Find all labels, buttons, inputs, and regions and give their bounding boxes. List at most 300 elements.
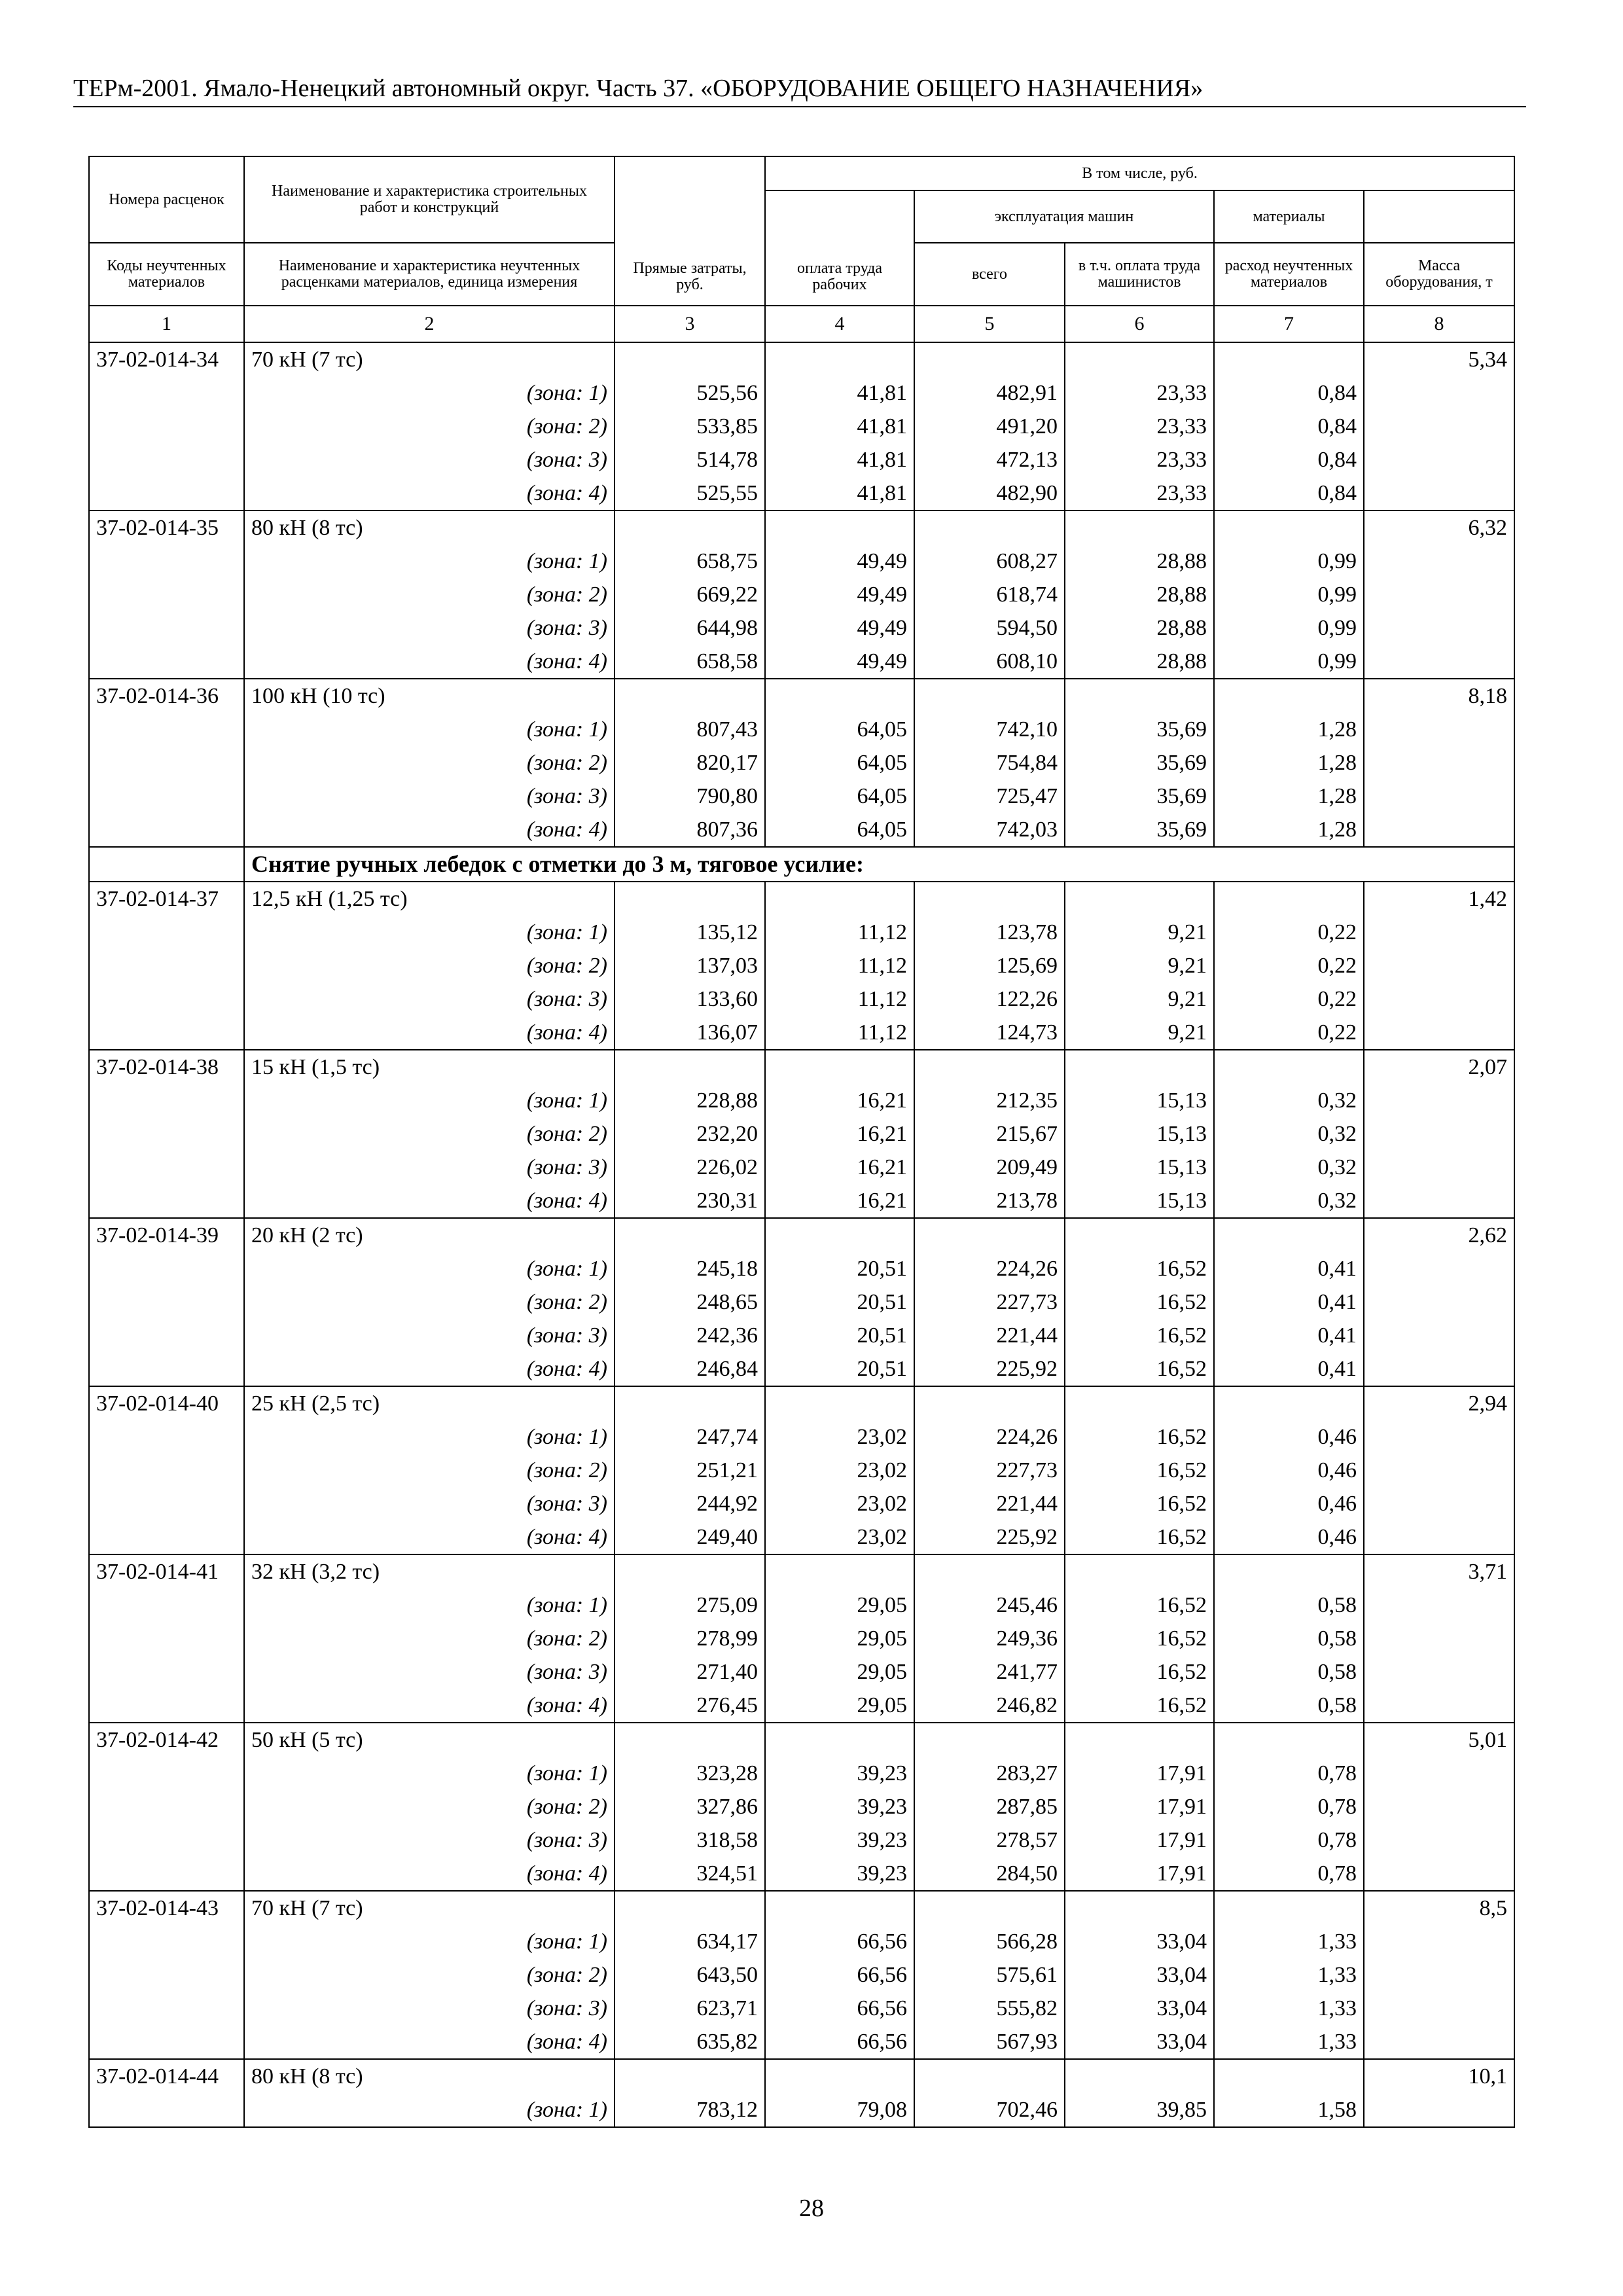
empty-cell bbox=[1065, 1554, 1214, 1588]
header-materials: материалы bbox=[1214, 190, 1364, 243]
zone-label: (зона: 2) bbox=[244, 1622, 615, 1655]
empty-cell bbox=[89, 780, 244, 813]
operators-pay: 15,13 bbox=[1065, 1151, 1214, 1184]
machine-total: 125,69 bbox=[914, 949, 1065, 982]
empty-cell bbox=[89, 1117, 244, 1151]
zone-label: (зона: 3) bbox=[244, 780, 615, 813]
empty-cell bbox=[1214, 1386, 1364, 1420]
operators-pay: 33,04 bbox=[1065, 1925, 1214, 1958]
zone-label: (зона: 4) bbox=[244, 1016, 615, 1050]
zone-label: (зона: 2) bbox=[244, 949, 615, 982]
empty-cell bbox=[765, 2059, 914, 2093]
materials-cost: 0,22 bbox=[1214, 949, 1364, 982]
column-number: 2 bbox=[244, 306, 615, 342]
empty-cell bbox=[1065, 1891, 1214, 1925]
empty-cell bbox=[1214, 511, 1364, 545]
direct-costs: 135,12 bbox=[615, 916, 765, 949]
machine-total: 225,92 bbox=[914, 1520, 1065, 1554]
rate-name: 32 кН (3,2 тс) bbox=[244, 1554, 615, 1588]
table-row bbox=[89, 410, 1514, 443]
table-row bbox=[89, 443, 1514, 476]
table-row bbox=[89, 949, 1514, 982]
labor-pay: 66,56 bbox=[765, 1992, 914, 2025]
operators-pay: 35,69 bbox=[1065, 780, 1214, 813]
materials-cost: 0,58 bbox=[1214, 1689, 1364, 1723]
direct-costs: 271,40 bbox=[615, 1655, 765, 1689]
zone-label: (зона: 3) bbox=[244, 611, 615, 645]
empty-cell bbox=[89, 645, 244, 679]
zone-label: (зона: 3) bbox=[244, 1992, 615, 2025]
table-row bbox=[89, 1218, 1514, 1252]
table-row bbox=[89, 1252, 1514, 1285]
empty-cell bbox=[1364, 1689, 1514, 1723]
rate-code: 37-02-014-41 bbox=[89, 1554, 244, 1588]
empty-cell bbox=[89, 746, 244, 780]
operators-pay: 23,33 bbox=[1065, 443, 1214, 476]
empty-cell bbox=[914, 1386, 1065, 1420]
labor-pay: 41,81 bbox=[765, 443, 914, 476]
table-row bbox=[89, 1420, 1514, 1454]
table-row bbox=[89, 611, 1514, 645]
empty-cell bbox=[1364, 1992, 1514, 2025]
labor-pay: 23,02 bbox=[765, 1454, 914, 1487]
empty-cell bbox=[1214, 342, 1364, 376]
materials-cost: 1,58 bbox=[1214, 2093, 1364, 2127]
rate-code: 37-02-014-34 bbox=[89, 342, 244, 376]
equipment-mass: 2,94 bbox=[1364, 1386, 1514, 1420]
rate-group bbox=[89, 1218, 1514, 1386]
zone-label: (зона: 4) bbox=[244, 2025, 615, 2059]
table-row bbox=[89, 1151, 1514, 1184]
machine-total: 618,74 bbox=[914, 578, 1065, 611]
operators-pay: 17,91 bbox=[1065, 1790, 1214, 1823]
empty-cell bbox=[89, 376, 244, 410]
machine-total: 472,13 bbox=[914, 443, 1065, 476]
labor-pay: 29,05 bbox=[765, 1689, 914, 1723]
rate-code: 37-02-014-39 bbox=[89, 1218, 244, 1252]
empty-cell bbox=[914, 1050, 1065, 1084]
machine-total: 482,91 bbox=[914, 376, 1065, 410]
empty-cell bbox=[615, 511, 765, 545]
materials-cost: 1,33 bbox=[1214, 1992, 1364, 2025]
empty-cell bbox=[89, 1454, 244, 1487]
operators-pay: 16,52 bbox=[1065, 1285, 1214, 1319]
labor-pay: 20,51 bbox=[765, 1319, 914, 1352]
materials-cost: 0,22 bbox=[1214, 982, 1364, 1016]
materials-cost: 0,32 bbox=[1214, 1184, 1364, 1218]
empty-cell bbox=[1364, 1454, 1514, 1487]
materials-cost: 0,46 bbox=[1214, 1487, 1364, 1520]
table-row bbox=[89, 645, 1514, 679]
machine-total: 284,50 bbox=[914, 1857, 1065, 1891]
materials-cost: 1,28 bbox=[1214, 713, 1364, 746]
materials-cost: 0,58 bbox=[1214, 1622, 1364, 1655]
zone-label: (зона: 2) bbox=[244, 1285, 615, 1319]
table-header bbox=[89, 156, 1514, 342]
machine-total: 213,78 bbox=[914, 1184, 1065, 1218]
empty-cell bbox=[765, 342, 914, 376]
direct-costs: 230,31 bbox=[615, 1184, 765, 1218]
rate-group bbox=[89, 1050, 1514, 1218]
equipment-mass: 3,71 bbox=[1364, 1554, 1514, 1588]
empty-cell bbox=[1214, 679, 1364, 713]
empty-cell bbox=[1364, 1285, 1514, 1319]
equipment-mass: 8,5 bbox=[1364, 1891, 1514, 1925]
zone-label: (зона: 4) bbox=[244, 645, 615, 679]
table-row bbox=[89, 1757, 1514, 1790]
materials-cost: 1,33 bbox=[1214, 2025, 1364, 2059]
direct-costs: 278,99 bbox=[615, 1622, 765, 1655]
running-header: ТЕРм-2001. Ямало-Ненецкий автономный округ. Часть 37. «ОБОРУДОВАНИЕ ОБЩЕГО НАЗНАЧЕНИЯ» bbox=[73, 73, 1526, 107]
table-row bbox=[89, 1319, 1514, 1352]
empty-cell bbox=[1364, 949, 1514, 982]
table-row bbox=[89, 2093, 1514, 2127]
empty-cell bbox=[914, 1891, 1065, 1925]
materials-cost: 0,78 bbox=[1214, 1790, 1364, 1823]
labor-pay: 49,49 bbox=[765, 545, 914, 578]
rate-name: 20 кН (2 тс) bbox=[244, 1218, 615, 1252]
machine-total: 608,10 bbox=[914, 645, 1065, 679]
table-row bbox=[89, 342, 1514, 376]
materials-cost: 0,32 bbox=[1214, 1084, 1364, 1117]
table-row bbox=[89, 376, 1514, 410]
empty-cell bbox=[89, 1319, 244, 1352]
direct-costs: 669,22 bbox=[615, 578, 765, 611]
operators-pay: 16,52 bbox=[1065, 1319, 1214, 1352]
labor-pay: 23,02 bbox=[765, 1520, 914, 1554]
direct-costs: 244,92 bbox=[615, 1487, 765, 1520]
empty-cell bbox=[1065, 1386, 1214, 1420]
direct-costs: 226,02 bbox=[615, 1151, 765, 1184]
operators-pay: 15,13 bbox=[1065, 1084, 1214, 1117]
labor-pay: 20,51 bbox=[765, 1352, 914, 1386]
empty-cell bbox=[765, 1386, 914, 1420]
zone-label: (зона: 3) bbox=[244, 1487, 615, 1520]
empty-cell bbox=[89, 713, 244, 746]
machine-total: 221,44 bbox=[914, 1487, 1065, 1520]
direct-costs: 634,17 bbox=[615, 1925, 765, 1958]
machine-total: 742,03 bbox=[914, 813, 1065, 847]
table-row bbox=[89, 1857, 1514, 1891]
zone-label: (зона: 1) bbox=[244, 1252, 615, 1285]
operators-pay: 28,88 bbox=[1065, 611, 1214, 645]
empty-cell bbox=[615, 1386, 765, 1420]
zone-label: (зона: 1) bbox=[244, 1084, 615, 1117]
materials-cost: 0,84 bbox=[1214, 476, 1364, 511]
operators-pay: 15,13 bbox=[1065, 1117, 1214, 1151]
empty-cell bbox=[89, 1655, 244, 1689]
machine-total: 122,26 bbox=[914, 982, 1065, 1016]
table-row bbox=[89, 2025, 1514, 2059]
materials-cost: 0,46 bbox=[1214, 1520, 1364, 1554]
empty-cell bbox=[1364, 1588, 1514, 1622]
materials-cost: 0,41 bbox=[1214, 1319, 1364, 1352]
empty-cell bbox=[615, 882, 765, 916]
empty-cell bbox=[1364, 1520, 1514, 1554]
page-number: 28 bbox=[799, 2195, 824, 2222]
empty-cell bbox=[914, 342, 1065, 376]
table-row bbox=[89, 1823, 1514, 1857]
operators-pay: 16,52 bbox=[1065, 1420, 1214, 1454]
direct-costs: 275,09 bbox=[615, 1588, 765, 1622]
machine-total: 754,84 bbox=[914, 746, 1065, 780]
rate-name: 80 кН (8 тс) bbox=[244, 2059, 615, 2093]
materials-cost: 1,33 bbox=[1214, 1925, 1364, 1958]
rate-code: 37-02-014-44 bbox=[89, 2059, 244, 2093]
labor-pay: 39,23 bbox=[765, 1790, 914, 1823]
materials-cost: 1,28 bbox=[1214, 746, 1364, 780]
column-number: 4 bbox=[765, 306, 914, 342]
empty-cell bbox=[615, 679, 765, 713]
labor-pay: 49,49 bbox=[765, 578, 914, 611]
zone-label: (зона: 1) bbox=[244, 2093, 615, 2127]
machine-total: 567,93 bbox=[914, 2025, 1065, 2059]
table-row bbox=[89, 1958, 1514, 1992]
table-row bbox=[89, 1285, 1514, 1319]
direct-costs: 245,18 bbox=[615, 1252, 765, 1285]
labor-pay: 66,56 bbox=[765, 1925, 914, 1958]
empty-cell bbox=[89, 813, 244, 847]
empty-cell bbox=[1214, 2059, 1364, 2093]
materials-cost: 0,32 bbox=[1214, 1151, 1364, 1184]
table-row bbox=[89, 476, 1514, 511]
table-row bbox=[89, 578, 1514, 611]
empty-cell bbox=[1364, 1184, 1514, 1218]
empty-cell bbox=[1364, 1420, 1514, 1454]
empty-cell bbox=[765, 1050, 914, 1084]
rate-name: 70 кН (7 тс) bbox=[244, 1891, 615, 1925]
table-row bbox=[89, 780, 1514, 813]
machine-total: 227,73 bbox=[914, 1285, 1065, 1319]
machine-total: 241,77 bbox=[914, 1655, 1065, 1689]
machine-total: 225,92 bbox=[914, 1352, 1065, 1386]
header-work-name: Наименование и характеристика строительных работ и конструкций bbox=[244, 156, 615, 243]
empty-cell bbox=[89, 2093, 244, 2127]
direct-costs: 133,60 bbox=[615, 982, 765, 1016]
empty-cell bbox=[1065, 511, 1214, 545]
zone-label: (зона: 1) bbox=[244, 1757, 615, 1790]
labor-pay: 11,12 bbox=[765, 949, 914, 982]
empty-cell bbox=[1364, 410, 1514, 443]
column-number: 7 bbox=[1214, 306, 1364, 342]
labor-pay: 16,21 bbox=[765, 1151, 914, 1184]
empty-cell bbox=[1364, 1352, 1514, 1386]
direct-costs: 644,98 bbox=[615, 611, 765, 645]
zone-label: (зона: 3) bbox=[244, 1823, 615, 1857]
rate-code: 37-02-014-35 bbox=[89, 511, 244, 545]
operators-pay: 17,91 bbox=[1065, 1823, 1214, 1857]
direct-costs: 248,65 bbox=[615, 1285, 765, 1319]
empty-cell bbox=[89, 611, 244, 645]
materials-cost: 0,99 bbox=[1214, 545, 1364, 578]
direct-costs: 783,12 bbox=[615, 2093, 765, 2127]
zone-label: (зона: 4) bbox=[244, 1520, 615, 1554]
labor-pay: 29,05 bbox=[765, 1622, 914, 1655]
rate-name: 15 кН (1,5 тс) bbox=[244, 1050, 615, 1084]
empty-cell bbox=[765, 1554, 914, 1588]
zone-label: (зона: 4) bbox=[244, 1857, 615, 1891]
labor-pay: 49,49 bbox=[765, 645, 914, 679]
operators-pay: 16,52 bbox=[1065, 1655, 1214, 1689]
empty-cell bbox=[1364, 1790, 1514, 1823]
empty-cell bbox=[914, 1218, 1065, 1252]
table-row bbox=[89, 1454, 1514, 1487]
zone-label: (зона: 1) bbox=[244, 1588, 615, 1622]
header-unaccounted-materials: расход неучтенных материалов bbox=[1214, 243, 1364, 306]
labor-pay: 11,12 bbox=[765, 916, 914, 949]
rate-code: 37-02-014-40 bbox=[89, 1386, 244, 1420]
zone-label: (зона: 3) bbox=[244, 1319, 615, 1352]
operators-pay: 39,85 bbox=[1065, 2093, 1214, 2127]
labor-pay: 16,21 bbox=[765, 1084, 914, 1117]
materials-cost: 0,84 bbox=[1214, 410, 1364, 443]
empty-cell bbox=[765, 1723, 914, 1757]
direct-costs: 658,75 bbox=[615, 545, 765, 578]
operators-pay: 35,69 bbox=[1065, 746, 1214, 780]
empty-cell bbox=[1364, 578, 1514, 611]
empty-cell bbox=[89, 1285, 244, 1319]
table-row bbox=[89, 1891, 1514, 1925]
empty-cell bbox=[1214, 1723, 1364, 1757]
table-row bbox=[89, 1723, 1514, 1757]
empty-cell bbox=[89, 949, 244, 982]
empty-cell bbox=[914, 1723, 1065, 1757]
empty-cell bbox=[89, 410, 244, 443]
rate-code: 37-02-014-43 bbox=[89, 1891, 244, 1925]
direct-costs: 807,43 bbox=[615, 713, 765, 746]
machine-total: 221,44 bbox=[914, 1319, 1065, 1352]
operators-pay: 15,13 bbox=[1065, 1184, 1214, 1218]
table-row bbox=[89, 1016, 1514, 1050]
equipment-mass: 10,1 bbox=[1364, 2059, 1514, 2093]
empty-cell bbox=[1364, 1252, 1514, 1285]
machine-total: 249,36 bbox=[914, 1622, 1065, 1655]
empty-cell bbox=[89, 1016, 244, 1050]
machine-total: 278,57 bbox=[914, 1823, 1065, 1857]
zone-label: (зона: 1) bbox=[244, 376, 615, 410]
empty-cell bbox=[765, 511, 914, 545]
empty-cell bbox=[89, 1857, 244, 1891]
machine-total: 702,46 bbox=[914, 2093, 1065, 2127]
header-machine-total: всего bbox=[914, 243, 1065, 306]
direct-costs: 807,36 bbox=[615, 813, 765, 847]
column-number: 8 bbox=[1364, 306, 1514, 342]
empty-cell bbox=[765, 679, 914, 713]
table-row bbox=[89, 1352, 1514, 1386]
rate-name: 70 кН (7 тс) bbox=[244, 342, 615, 376]
empty-cell bbox=[89, 443, 244, 476]
labor-pay: 39,23 bbox=[765, 1857, 914, 1891]
empty-cell bbox=[89, 1252, 244, 1285]
section-row bbox=[89, 847, 1514, 882]
machine-total: 215,67 bbox=[914, 1117, 1065, 1151]
header-operators-pay: в т.ч. оплата труда машинистов bbox=[1065, 243, 1214, 306]
machine-total: 594,50 bbox=[914, 611, 1065, 645]
machine-total: 212,35 bbox=[914, 1084, 1065, 1117]
table-row bbox=[89, 1050, 1514, 1084]
zone-label: (зона: 2) bbox=[244, 1790, 615, 1823]
empty-cell bbox=[1364, 443, 1514, 476]
materials-cost: 1,28 bbox=[1214, 780, 1364, 813]
empty-cell bbox=[1214, 882, 1364, 916]
rate-group bbox=[89, 1723, 1514, 1891]
section-title: Снятие ручных лебедок с отметки до 3 м, тяговое усилие: bbox=[244, 847, 1514, 882]
zone-label: (зона: 2) bbox=[244, 746, 615, 780]
direct-costs: 324,51 bbox=[615, 1857, 765, 1891]
empty-cell bbox=[89, 1757, 244, 1790]
zone-label: (зона: 2) bbox=[244, 1454, 615, 1487]
empty-cell bbox=[1364, 611, 1514, 645]
empty-cell bbox=[1364, 1925, 1514, 1958]
direct-costs: 246,84 bbox=[615, 1352, 765, 1386]
operators-pay: 17,91 bbox=[1065, 1757, 1214, 1790]
direct-costs: 525,55 bbox=[615, 476, 765, 511]
labor-pay: 29,05 bbox=[765, 1588, 914, 1622]
empty-cell bbox=[1364, 982, 1514, 1016]
empty-cell bbox=[1065, 679, 1214, 713]
machine-total: 209,49 bbox=[914, 1151, 1065, 1184]
machine-total: 245,46 bbox=[914, 1588, 1065, 1622]
operators-pay: 9,21 bbox=[1065, 916, 1214, 949]
rate-name: 25 кН (2,5 тс) bbox=[244, 1386, 615, 1420]
empty-cell bbox=[1364, 746, 1514, 780]
empty-cell bbox=[1364, 1857, 1514, 1891]
empty-cell bbox=[914, 2059, 1065, 2093]
labor-pay: 23,02 bbox=[765, 1487, 914, 1520]
table-row bbox=[89, 916, 1514, 949]
labor-pay: 64,05 bbox=[765, 813, 914, 847]
machine-total: 555,82 bbox=[914, 1992, 1065, 2025]
machine-total: 224,26 bbox=[914, 1420, 1065, 1454]
zone-label: (зона: 2) bbox=[244, 1958, 615, 1992]
operators-pay: 16,52 bbox=[1065, 1588, 1214, 1622]
zone-label: (зона: 1) bbox=[244, 1925, 615, 1958]
section-spacer bbox=[89, 847, 244, 882]
direct-costs: 514,78 bbox=[615, 443, 765, 476]
empty-cell bbox=[615, 1723, 765, 1757]
machine-total: 608,27 bbox=[914, 545, 1065, 578]
empty-cell bbox=[89, 1992, 244, 2025]
empty-cell bbox=[1364, 813, 1514, 847]
empty-cell bbox=[615, 1891, 765, 1925]
empty-cell bbox=[1364, 1655, 1514, 1689]
labor-pay: 79,08 bbox=[765, 2093, 914, 2127]
rate-code: 37-02-014-38 bbox=[89, 1050, 244, 1084]
empty-cell bbox=[1364, 1117, 1514, 1151]
rate-group bbox=[89, 679, 1514, 847]
operators-pay: 33,04 bbox=[1065, 1992, 1214, 2025]
empty-cell bbox=[89, 476, 244, 511]
header-rate-numbers: Номера расценок bbox=[89, 156, 244, 243]
direct-costs: 136,07 bbox=[615, 1016, 765, 1050]
table-row bbox=[89, 1487, 1514, 1520]
empty-cell bbox=[89, 1151, 244, 1184]
rate-group bbox=[89, 882, 1514, 1050]
direct-costs: 323,28 bbox=[615, 1757, 765, 1790]
empty-cell bbox=[1364, 916, 1514, 949]
zone-label: (зона: 2) bbox=[244, 578, 615, 611]
direct-costs: 525,56 bbox=[615, 376, 765, 410]
rate-name: 12,5 кН (1,25 тс) bbox=[244, 882, 615, 916]
materials-cost: 0,78 bbox=[1214, 1757, 1364, 1790]
labor-pay: 64,05 bbox=[765, 746, 914, 780]
labor-pay: 64,05 bbox=[765, 713, 914, 746]
direct-costs: 643,50 bbox=[615, 1958, 765, 1992]
operators-pay: 9,21 bbox=[1065, 949, 1214, 982]
zone-label: (зона: 4) bbox=[244, 1184, 615, 1218]
empty-cell bbox=[1364, 1487, 1514, 1520]
table-row bbox=[89, 813, 1514, 847]
